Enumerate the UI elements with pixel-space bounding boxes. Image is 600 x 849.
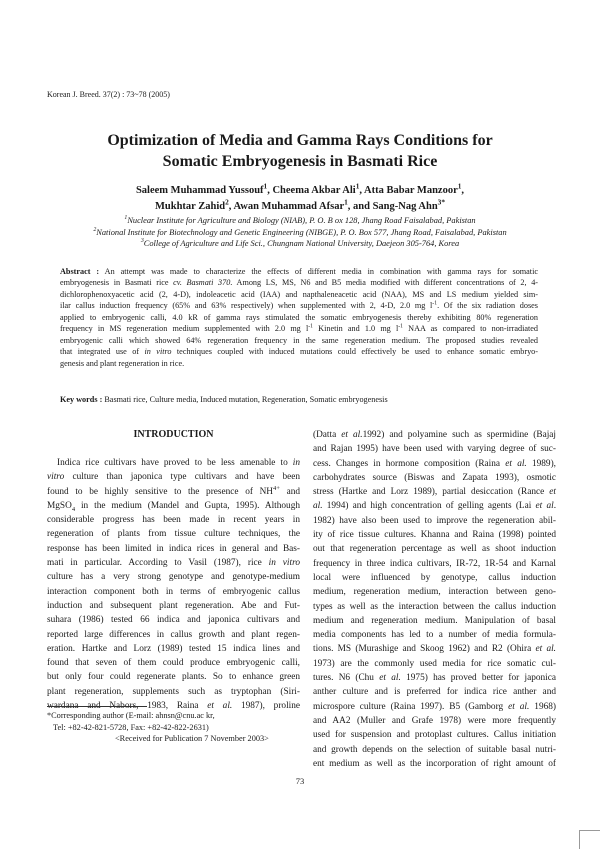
affiliations <box>40 215 560 250</box>
abstract: Abstract : An attempt was made to characterize the effects of different media in combination with gamma rays for somatic embryogenesis in Basmati rice cv. Basmati 370. Among LS, MS, N6 and B5 media modified with different concentrations of 2, 4- dichlorophenoxyacetic acid (2, 4-D), indoleacetic acid (IAA) and napthaleneacetic acid (NAA), MS and LS medium yielded sim- ilar callus induction frequency (65% and 63% respectively) when supplemented with 2, 4-D, 2.0 mg $l^{-1}$. Of the six radiation doses applied to embryogenic calli, 4.0 kR of gamma rays stimulated the somatic embryogenesis thereby exhibiting 80% regeneration frequency in MS regeneration medium supplemented with 2.0 mg $l^{-1}$ Kinetin and 1.0 mg $l^{-1}$ NAA as compared to non-irradiated embryogenic calli which showed 64% regeneration frequency in the same regeneration medium. The proposed studies revealed that integrated use of in vitro techniques coupled with induced mutations could effectively be used to enhance somatic embryo- genesis and plant regeneration in rice. <box>60 267 539 368</box>
author-affiliation-mark: 1 <box>457 181 462 191</box>
author-affiliation-mark: 3* <box>437 197 446 207</box>
crop-mark <box>579 830 600 831</box>
author-name: Cheema Akbar Ali <box>272 185 356 196</box>
author-affiliation-mark: 2 <box>225 197 229 207</box>
affiliation-line: $^3$College of Agriculture and Life Sci., Chungnam National University, Daejeon 305-764, Korea <box>140 238 460 248</box>
affiliation-line: $^2$National Institute for Biotechnology and Genetic Engineering (NIBGE), P. O. Box 577, Jhang Road, Faisalabad, Pakistan <box>93 226 507 237</box>
author-name: Atta Babar Manzoor <box>364 185 458 196</box>
keywords-label: Key words : <box>60 395 103 404</box>
affiliation-line: $^1$Nuclear Institute for Agriculture and Biology (NIAB), P. O. B ox 128, Jhang Road Faisalabad, Pakistan <box>124 215 476 225</box>
title-line: Somatic Embryogenesis in Basmati Rice <box>162 153 438 170</box>
keywords-text: Basmati rice, Culture media, Induced mutation, Regeneration, Somatic embryogenesis <box>104 395 388 404</box>
footnote-line: <Received for Publication 7 November 2003> <box>115 734 269 743</box>
left-column: Indica rice cultivars have proved to be less amenable to in vitro culture than japonica type cultivars and have been found to be highly sensitive to the presence of $NH^{4+}$ and MgSO$_4$ in the medium (Mandel and Gupta, 1995). Although considerable progress has been made in recent years in regeneration of plants from tissue culture techniques, the response has been limited in indica rices in general and Bas- mati in particular. According to Vasil (1987), rice in vitro culture has a very strong genotype and genotype-medium interaction component both in terms of embryogenic callus induction and subsequent plant regeneration. Abe and Fut- suhara (1986) tested 66 indica and japonica cultivars and reported large differences in callus growth and plant regen- eration. Hartke and Lorz (1989) tested 15 indica lines and found that seven of them could produce embryogenic calli, but only four could regenerate plants. So to enhance green plant regeneration, supplements such as tryptophan (Siri- wardana and Nabors, 1983, Raina et al. 1987), proline <box>47 458 301 712</box>
section-heading: INTRODUCTION <box>133 429 214 440</box>
author-name: Saleem Muhammad Yussouf <box>135 185 264 196</box>
page-number: 73 <box>295 776 305 786</box>
author-name: Mukhtar Zahid <box>154 201 226 212</box>
crop-mark <box>579 830 580 849</box>
footnote-line: *Corresponding author (E-mail: ahnsn@cnu.ac kr, <box>47 711 215 720</box>
author-name: Awan Muhammad Afsar <box>233 201 345 212</box>
author-affiliation-mark: 1 <box>344 197 348 207</box>
keywords <box>60 395 388 404</box>
journal-reference: Korean J. Breed. 37(2) : 73~78 (2005) <box>47 90 170 99</box>
footnote-line: Tel: +82-42-821-5728, Fax: +82-42-822-2631) <box>53 722 209 732</box>
paper-title <box>40 130 560 172</box>
author-list: Saleem Muhammad Yussouf$^1$, Cheema Akbar Ali$^1$, Atta Babar Manzoor$^1$, Mukhtar Zahid$^2$, Awan Muhammad Afsar$^1$, and Sang-Nag Ahn$^{3*}$ <box>135 181 465 212</box>
title-line: Optimization of Media and Gamma Rays Conditions for <box>107 132 493 149</box>
author-affiliation-mark: 1 <box>263 181 268 191</box>
author-affiliation-mark: 1 <box>355 181 360 191</box>
footnote <box>47 710 269 745</box>
footnote-divider <box>47 706 147 707</box>
abstract-label: Abstract : <box>60 267 100 276</box>
right-column: (Datta et al.1992) and polyamine such as spermidine (Bajaj and Rajan 1995) have been used with varying degree of suc- cess. Changes in hormone composition (Raina et al. 1989), carbohydrates source (Biswas and Zapata 1993), osmotic stress (Hartke and Lorz 1989), partial desiccation (Rance et al. 1994) and high concentration of gelling agents (Lai et al. 1982) have also been used to improve the regeneration abil- ity of rice tissue cultures. Khanna and Raina (1998) pointed out that regeneration percentage as well as shoot induction frequency in three indica cultivars, IR-72, 1R-54 and Karnal local were influenced by genotype, callus induction medium, regeneration medium, interaction between geno- types as well as the interaction between the callus induction medium and regeneration medium. Manipulation of basal media components has led to a number of media formula- tions. MS (Murashige and Skoog 1962) and R2 (Ohira et al. 1973) are the commonly used media for rice somatic cul- tures. N6 (Chu et al. 1975) has proved better for japonica anther culture and is preferred for indica rice anther and microspore culture (Raina 1997). B5 (Gamborg et al. 1968) and AA2 (Muller and Grafe 1978) were more frequently used for suspension and protoplast cultures. Callus initiation and growth depends on the selection of suitable basal nutri- ent medium as well as the incorporation of right amount of <box>313 430 557 769</box>
author-name: Sang-Nag Ahn <box>372 201 438 212</box>
